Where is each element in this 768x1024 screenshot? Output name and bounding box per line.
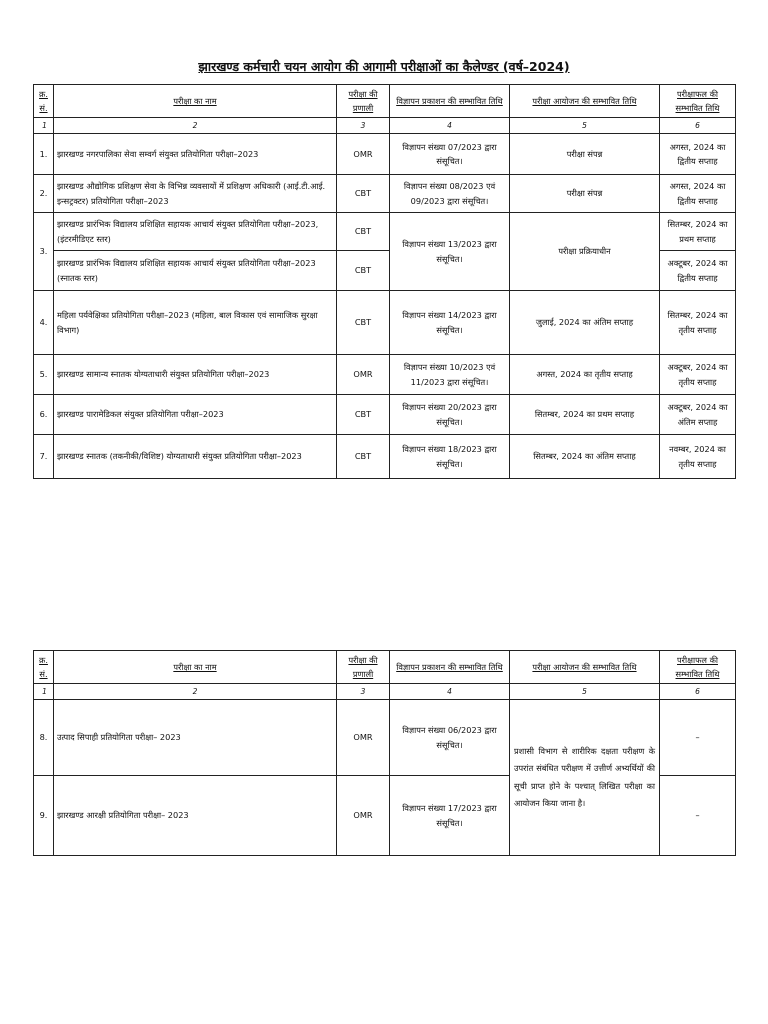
row-sn: 5. xyxy=(34,355,54,395)
header-result: परीक्षाफल की सम्भावित तिथि xyxy=(660,651,736,684)
table-row xyxy=(34,175,736,213)
exam-calendar-table-2 xyxy=(33,650,736,856)
table-row xyxy=(34,213,736,251)
row-sn: 9. xyxy=(34,776,54,856)
row-exam-date: परीक्षा संपन्न xyxy=(510,134,660,175)
column-number-row xyxy=(34,118,736,134)
col-num-3: 3 xyxy=(337,684,390,700)
table-row xyxy=(34,134,736,175)
row-ad: विज्ञापन संख्या 06/2023 द्वारा संसूचित। xyxy=(390,700,510,776)
row-mode: CBT xyxy=(337,213,390,251)
col-num-4: 4 xyxy=(390,684,510,700)
row-sn: 4. xyxy=(34,291,54,355)
row-sn: 6. xyxy=(34,395,54,435)
row-mode: OMR xyxy=(337,355,390,395)
row-result-date: अक्टूबर, 2024 का द्वितीय सप्ताह xyxy=(660,251,736,291)
row-exam-name: झारखण्ड सामान्य स्नातक योग्यताधारी संयुक्त प्रतियोगिता परीक्षा–2023 xyxy=(54,355,337,395)
row-mode: OMR xyxy=(337,776,390,856)
row-ad: विज्ञापन संख्या 18/2023 द्वारा संसूचित। xyxy=(390,435,510,479)
header-result: परीक्षाफल की सम्भावित तिथि xyxy=(660,85,736,118)
row-sn: 8. xyxy=(34,700,54,776)
header-mode: परीक्षा की प्रणाली xyxy=(337,651,390,684)
row-exam-date: परीक्षा प्रक्रियाधीन xyxy=(510,213,660,291)
row-exam-date: सितम्बर, 2024 का प्रथम सप्ताह xyxy=(510,395,660,435)
row-sn: 7. xyxy=(34,435,54,479)
row-result-date: अगस्त, 2024 का द्वितीय सप्ताह xyxy=(660,175,736,213)
row-ad: विज्ञापन संख्या 13/2023 द्वारा संसूचित। xyxy=(390,213,510,291)
table-row xyxy=(34,395,736,435)
row-exam-name: महिला पर्यवेक्षिका प्रतियोगिता परीक्षा–2023 (महिला, बाल विकास एवं सामाजिक सुरक्षा विभाग) xyxy=(54,291,337,355)
row-mode: CBT xyxy=(337,291,390,355)
header-name: परीक्षा का नाम xyxy=(54,85,337,118)
row-exam-name: झारखण्ड पारामेडिकल संयुक्त प्रतियोगिता परीक्षा–2023 xyxy=(54,395,337,435)
row-sn: 2. xyxy=(34,175,54,213)
row-result-date: अक्टूबर, 2024 का तृतीय सप्ताह xyxy=(660,355,736,395)
row-exam-name: झारखण्ड नगरपालिका सेवा सम्वर्ग संयुक्त प्रतियोगिता परीक्षा–2023 xyxy=(54,134,337,175)
header-name: परीक्षा का नाम xyxy=(54,651,337,684)
row-result-date: अक्टूबर, 2024 का अंतिम सप्ताह xyxy=(660,395,736,435)
row-mode: CBT xyxy=(337,251,390,291)
col-num-1: 1 xyxy=(34,684,54,700)
row-sn: 1. xyxy=(34,134,54,175)
row-result-date: – xyxy=(660,700,736,776)
exam-calendar-table-1 xyxy=(33,84,736,479)
row-result-date: – xyxy=(660,776,736,856)
row-exam-name: उत्पाद सिपाही प्रतियोगिता परीक्षा– 2023 xyxy=(54,700,337,776)
col-num-2: 2 xyxy=(54,684,337,700)
col-num-1: 1 xyxy=(34,118,54,134)
header-row xyxy=(34,651,736,684)
row-ad: विज्ञापन संख्या 10/2023 एवं 11/2023 द्वारा संसूचित। xyxy=(390,355,510,395)
column-number-row xyxy=(34,684,736,700)
row-exam-name: झारखण्ड स्नातक (तकनीकी/विशिष्ट) योग्यताधारी संयुक्त प्रतियोगिता परीक्षा–2023 xyxy=(54,435,337,479)
row-mode: OMR xyxy=(337,134,390,175)
row-mode: CBT xyxy=(337,435,390,479)
row-result-date: नवम्बर, 2024 का तृतीय सप्ताह xyxy=(660,435,736,479)
header-ad: विज्ञापन प्रकाशन की सम्भावित तिथि xyxy=(390,85,510,118)
header-ad: विज्ञापन प्रकाशन की सम्भावित तिथि xyxy=(390,651,510,684)
table-row xyxy=(34,355,736,395)
row-ad: विज्ञापन संख्या 07/2023 द्वारा संसूचित। xyxy=(390,134,510,175)
row-exam-name: झारखण्ड प्रारंभिक विद्यालय प्रशिक्षित सहायक आचार्य संयुक्त प्रतियोगिता परीक्षा–2023 (स्नातक स्तर) xyxy=(54,251,337,291)
row-exam-date: अगस्त, 2024 का तृतीय सप्ताह xyxy=(510,355,660,395)
row-result-date: सितम्बर, 2024 का प्रथम सप्ताह xyxy=(660,213,736,251)
header-row xyxy=(34,85,736,118)
row-exam-name: झारखण्ड प्रारंभिक विद्यालय प्रशिक्षित सहायक आचार्य संयुक्त प्रतियोगिता परीक्षा–2023, (इंटरमीडिएट स्तर) xyxy=(54,213,337,251)
row-ad: विज्ञापन संख्या 14/2023 द्वारा संसूचित। xyxy=(390,291,510,355)
col-num-5: 5 xyxy=(510,118,660,134)
row-result-date: सितम्बर, 2024 का तृतीय सप्ताह xyxy=(660,291,736,355)
row-exam-date: जुलाई, 2024 का अंतिम सप्ताह xyxy=(510,291,660,355)
table-row xyxy=(34,291,736,355)
table-row xyxy=(34,700,736,776)
page-title: झारखण्ड कर्मचारी चयन आयोग की आगामी परीक्षाओं का कैलेण्डर (वर्ष–2024) xyxy=(198,59,570,74)
row-exam-date: सितम्बर, 2024 का अंतिम सप्ताह xyxy=(510,435,660,479)
col-num-3: 3 xyxy=(337,118,390,134)
header-sn: क्र. सं. xyxy=(34,85,54,118)
row-mode: OMR xyxy=(337,700,390,776)
col-num-6: 6 xyxy=(660,118,736,134)
row-exam-date: प्रशासी विभाग से शारीरिक दक्षता परीक्षण के उपरांत संबंधित परीक्षण में उत्तीर्ण अभ्यर्थियों की सूची प्राप्त होने के पश्चात् लिखित परीक्षा का आयोजन किया जाना है। xyxy=(510,700,660,856)
row-sn: 3. xyxy=(34,213,54,291)
row-mode: CBT xyxy=(337,395,390,435)
col-num-6: 6 xyxy=(660,684,736,700)
row-exam-date: परीक्षा संपन्न xyxy=(510,175,660,213)
header-sn: क्र. सं. xyxy=(34,651,54,684)
header-mode: परीक्षा की प्रणाली xyxy=(337,85,390,118)
table-row xyxy=(34,435,736,479)
col-num-5: 5 xyxy=(510,684,660,700)
row-mode: CBT xyxy=(337,175,390,213)
col-num-2: 2 xyxy=(54,118,337,134)
row-exam-name: झारखण्ड आरक्षी प्रतियोगिता परीक्षा– 2023 xyxy=(54,776,337,856)
header-exam: परीक्षा आयोजन की सम्भावित तिथि xyxy=(510,85,660,118)
row-ad: विज्ञापन संख्या 08/2023 एवं 09/2023 द्वारा संसूचित। xyxy=(390,175,510,213)
row-ad: विज्ञापन संख्या 17/2023 द्वारा संसूचित। xyxy=(390,776,510,856)
row-result-date: अगस्त, 2024 का द्वितीय सप्ताह xyxy=(660,134,736,175)
row-ad: विज्ञापन संख्या 20/2023 द्वारा संसूचित। xyxy=(390,395,510,435)
header-exam: परीक्षा आयोजन की सम्भावित तिथि xyxy=(510,651,660,684)
col-num-4: 4 xyxy=(390,118,510,134)
row-exam-name: झारखण्ड औद्योगिक प्रशिक्षण सेवा के विभिन्न व्यवसायों में प्रशिक्षण अधिकारी (आई.टी.आई. इन्सट्रक्टर) प्रतियोगिता परीक्षा–2023 xyxy=(54,175,337,213)
